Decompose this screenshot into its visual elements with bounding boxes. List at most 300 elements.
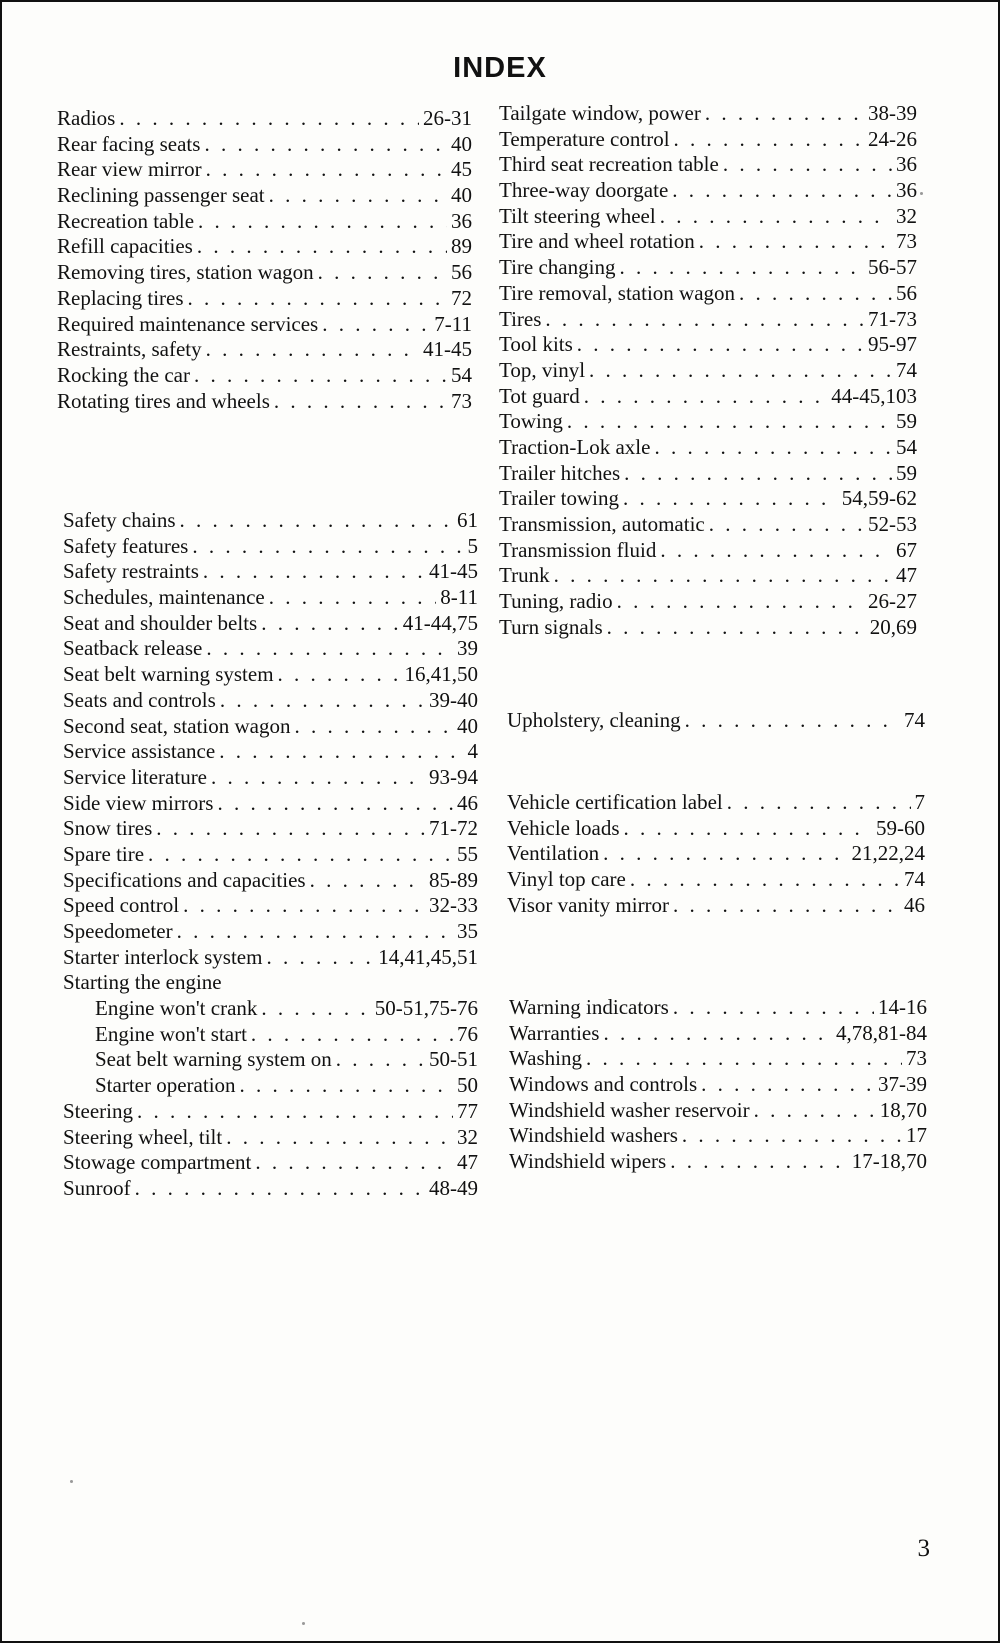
index-entry <box>507 790 925 816</box>
dot-leader <box>274 389 447 415</box>
dot-leader <box>670 1149 848 1175</box>
index-entry <box>499 152 917 178</box>
index-page-ref: 36 <box>451 208 472 233</box>
index-entry <box>499 255 917 281</box>
index-page-ref: 17 <box>906 1123 927 1148</box>
dot-leader <box>294 714 453 740</box>
index-term: Upholstery, cleaning <box>507 708 681 732</box>
dot-leader <box>269 183 447 209</box>
dot-leader <box>177 919 453 945</box>
index-entry <box>499 281 917 307</box>
index-group-w <box>509 995 927 1175</box>
dot-leader <box>603 841 847 867</box>
index-page-ref: 72 <box>451 285 472 310</box>
index-entry <box>507 816 925 842</box>
index-page-ref: 93-94 <box>429 764 478 789</box>
dot-leader <box>660 538 892 564</box>
dot-leader <box>266 945 374 971</box>
index-entry <box>509 1046 927 1072</box>
index-term: Tailgate window, power <box>499 101 701 125</box>
index-term: Warranties <box>509 1020 600 1045</box>
index-page-ref: 44-45,103 <box>831 383 917 408</box>
index-term: Snow tires <box>63 816 153 841</box>
index-term: Tire changing <box>499 255 616 280</box>
index-term: Safety chains <box>63 508 176 532</box>
index-term: Starter interlock system <box>63 944 263 969</box>
dot-leader <box>119 106 419 132</box>
index-entry <box>57 132 472 158</box>
dot-leader <box>255 1150 453 1176</box>
index-term: Starter operation <box>95 1073 236 1098</box>
index-entry <box>509 995 927 1021</box>
index-term: Restraints, safety <box>57 337 202 362</box>
dot-leader <box>269 585 437 611</box>
index-term: Visor vanity mirror <box>507 892 670 917</box>
dot-leader <box>545 307 864 333</box>
dot-leader <box>619 255 864 281</box>
index-page-ref: 73 <box>451 388 472 413</box>
index-term: Seatback release <box>63 636 203 661</box>
index-entry <box>509 1021 927 1047</box>
index-term: Three-way doorgate <box>499 178 669 203</box>
index-entry <box>63 893 478 919</box>
index-page-ref: 26-31 <box>423 106 472 130</box>
index-term: Replacing tires <box>57 285 184 310</box>
dot-leader <box>577 332 864 358</box>
index-page-ref: 76 <box>457 1021 478 1046</box>
index-entry <box>57 209 472 235</box>
index-term: Trailer hitches <box>499 460 621 485</box>
index-page-ref: 24-26 <box>868 126 917 151</box>
index-term: Speed control <box>63 893 180 918</box>
index-subentry <box>63 1073 478 1099</box>
index-entry <box>499 332 917 358</box>
dot-leader <box>183 893 425 919</box>
dot-leader <box>206 636 453 662</box>
dot-leader <box>624 461 892 487</box>
index-page-ref: 74 <box>896 357 917 382</box>
index-entry <box>63 970 478 996</box>
index-entry <box>507 708 925 734</box>
index-entry <box>63 611 478 637</box>
index-term: Steering <box>63 1098 133 1123</box>
index-page-ref: 41-45 <box>429 559 478 584</box>
index-term: Specifications and capacities <box>63 867 306 892</box>
index-entry <box>509 1149 927 1175</box>
index-term: Windshield washer reservoir <box>509 1097 750 1122</box>
index-term: Service literature <box>63 764 208 789</box>
index-term: Rotating tires and wheels <box>57 388 270 413</box>
dot-leader <box>219 739 463 765</box>
index-entry <box>63 816 478 842</box>
index-term: Vehicle certification label <box>507 790 723 814</box>
index-entry <box>63 662 478 688</box>
index-subentry <box>63 1022 478 1048</box>
index-entry <box>499 512 917 538</box>
index-term: Washing <box>509 1046 582 1071</box>
index-page-ref: 47 <box>457 1150 478 1175</box>
index-page-ref: 50-51 <box>429 1047 478 1072</box>
index-entry <box>63 765 478 791</box>
index-page-ref: 20,69 <box>869 614 917 639</box>
dot-leader <box>723 152 892 178</box>
index-page-ref: 32-33 <box>429 893 478 918</box>
index-entry <box>63 1099 478 1125</box>
index-term: Safety restraints <box>63 559 199 584</box>
dot-leader <box>673 995 874 1021</box>
index-entry <box>57 312 472 338</box>
index-term: Ventilation <box>507 841 600 866</box>
index-page-ref: 39 <box>457 636 478 661</box>
index-page-ref: 59 <box>896 460 917 485</box>
index-term: Tire and wheel rotation <box>499 229 695 254</box>
index-term: Safety features <box>63 533 189 558</box>
dot-leader <box>278 662 401 688</box>
index-page-ref: 21,22,24 <box>851 841 925 866</box>
index-term: Recreation table <box>57 208 195 233</box>
dot-leader <box>617 589 864 615</box>
index-term: Seat belt warning system <box>63 662 274 687</box>
index-page-ref: 41-44,75 <box>402 610 478 635</box>
dot-leader <box>137 1099 453 1125</box>
index-page-ref: 38-39 <box>868 101 917 125</box>
dot-leader <box>148 842 453 868</box>
dot-leader <box>705 101 864 127</box>
index-page-ref: 54,59-62 <box>841 486 917 511</box>
index-entry <box>63 842 478 868</box>
dot-leader <box>607 615 866 641</box>
dot-leader <box>586 1046 902 1072</box>
index-page-ref: 56 <box>896 280 917 305</box>
index-entry <box>499 101 917 127</box>
dot-leader <box>188 286 447 312</box>
index-term: Speedometer <box>63 919 173 943</box>
index-entry <box>499 615 917 641</box>
dot-leader <box>240 1073 453 1099</box>
index-term: Turn signals <box>499 614 603 639</box>
dot-leader <box>672 178 892 204</box>
index-term: Windshield washers <box>509 1123 678 1148</box>
index-term: Trunk <box>499 563 550 588</box>
index-page-ref: 71-72 <box>429 816 478 841</box>
index-entry <box>63 534 478 560</box>
index-entry <box>63 508 478 534</box>
dot-leader <box>220 688 425 714</box>
index-entry <box>63 868 478 894</box>
dot-leader <box>660 204 892 230</box>
index-page-ref: 71-73 <box>868 306 917 331</box>
index-entry <box>499 204 917 230</box>
index-term: Engine won't start <box>95 1021 247 1046</box>
dot-leader <box>589 358 892 384</box>
dot-leader <box>709 512 864 538</box>
dot-leader <box>554 563 892 589</box>
dot-leader <box>654 435 892 461</box>
index-term: Vinyl top care <box>507 867 626 892</box>
index-entry <box>499 486 917 512</box>
index-page-ref: 41-45 <box>423 337 472 362</box>
index-term: Rear view mirror <box>57 157 202 182</box>
dot-leader <box>198 209 447 235</box>
index-term: Tuning, radio <box>499 589 613 614</box>
index-entry <box>507 841 925 867</box>
index-entry <box>507 893 925 919</box>
index-page-ref: 48-49 <box>429 1175 478 1200</box>
dot-leader <box>261 611 399 637</box>
index-term: Seat and shoulder belts <box>63 610 258 635</box>
print-speck <box>920 192 923 195</box>
index-entry <box>499 358 917 384</box>
index-term: Vehicle loads <box>507 815 620 840</box>
dot-leader <box>701 1072 874 1098</box>
index-term: Reclining passenger seat <box>57 183 265 208</box>
index-entry <box>63 1150 478 1176</box>
index-page-ref: 14,41,45,51 <box>378 944 478 969</box>
index-page-ref: 17-18,70 <box>851 1149 927 1174</box>
index-entry <box>57 389 472 415</box>
index-page-ref: 18,70 <box>879 1097 927 1122</box>
index-term: Third seat recreation table <box>499 152 719 177</box>
index-page-ref: 89 <box>451 234 472 259</box>
dot-leader <box>674 127 864 153</box>
index-page-ref: 39-40 <box>429 687 478 712</box>
index-term: Seat belt warning system on <box>95 1047 332 1072</box>
dot-leader <box>180 508 453 534</box>
index-entry <box>63 919 478 945</box>
dot-leader <box>206 157 447 183</box>
index-page-ref: 59 <box>896 409 917 434</box>
index-entry <box>63 739 478 765</box>
dot-leader <box>203 559 425 585</box>
index-term: Tire removal, station wagon <box>499 280 736 305</box>
index-term: Temperature control <box>499 126 670 151</box>
index-page-ref: 47 <box>896 563 917 588</box>
index-entry <box>57 183 472 209</box>
index-term: Rocking the car <box>57 362 190 387</box>
index-page-ref: 26-27 <box>868 589 917 614</box>
index-term: Tilt steering wheel <box>499 203 656 228</box>
dot-leader <box>192 534 463 560</box>
index-page-ref: 4 <box>467 739 478 764</box>
dot-leader <box>204 132 447 158</box>
index-page-ref: 40 <box>451 131 472 156</box>
index-entry <box>499 307 917 333</box>
dot-leader <box>156 816 425 842</box>
index-page-ref: 56-57 <box>868 255 917 280</box>
index-entry <box>57 260 472 286</box>
index-page-ref: 36 <box>896 178 917 203</box>
index-page-ref: 46 <box>457 790 478 815</box>
dot-leader <box>727 790 911 816</box>
index-page-ref: 16,41,50 <box>404 662 478 687</box>
index-entry <box>499 127 917 153</box>
dot-leader <box>624 816 872 842</box>
page-number: 3 <box>917 1535 930 1562</box>
dot-leader <box>623 486 838 512</box>
index-group-t <box>499 101 917 640</box>
index-term: Starting the engine <box>63 970 222 995</box>
index-page-ref: 36 <box>896 152 917 177</box>
index-term: Steering wheel, tilt <box>63 1124 223 1149</box>
index-entry <box>57 286 472 312</box>
dot-leader <box>217 791 453 817</box>
index-group-u <box>507 708 925 734</box>
index-term: Required maintenance services <box>57 311 319 336</box>
index-page-ref: 74 <box>904 708 925 732</box>
index-term: Windows and controls <box>509 1072 698 1097</box>
print-speck <box>302 1622 305 1625</box>
index-page-ref: 8-11 <box>440 585 478 610</box>
index-group-s <box>63 508 478 1202</box>
index-page-ref: 5 <box>467 533 478 558</box>
page-title: INDEX <box>453 52 547 84</box>
index-page-ref: 7 <box>914 790 925 814</box>
index-page-ref: 50 <box>457 1073 478 1098</box>
index-term: Removing tires, station wagon <box>57 260 314 285</box>
index-page-ref: 54 <box>896 434 917 459</box>
dot-leader <box>322 312 430 338</box>
index-entry <box>499 409 917 435</box>
index-page-ref: 73 <box>896 229 917 254</box>
index-term: Side view mirrors <box>63 790 214 815</box>
index-page-ref: 40 <box>457 713 478 738</box>
index-term: Schedules, maintenance <box>63 585 265 610</box>
index-page-ref: 67 <box>896 537 917 562</box>
index-entry <box>57 106 472 132</box>
index-term: Engine won't crank <box>95 996 258 1021</box>
index-page-ref: 14-16 <box>878 995 927 1019</box>
index-entry <box>57 234 472 260</box>
index-term: Towing <box>499 409 563 434</box>
index-term: Stowage compartment <box>63 1150 252 1175</box>
index-term: Tot guard <box>499 383 580 408</box>
index-term: Traction-Lok axle <box>499 434 651 459</box>
index-group-r <box>57 106 472 414</box>
index-term: Tires <box>499 306 542 331</box>
index-entry <box>499 384 917 410</box>
index-term: Seats and controls <box>63 687 216 712</box>
index-term: Warning indicators <box>509 995 669 1019</box>
dot-leader <box>682 1123 902 1149</box>
index-term: Radios <box>57 106 116 130</box>
index-term: Transmission, automatic <box>499 512 705 536</box>
dot-leader <box>135 1176 425 1202</box>
dot-leader <box>567 409 892 435</box>
index-page-ref: 61 <box>457 508 478 532</box>
index-entry <box>63 714 478 740</box>
index-entry <box>63 585 478 611</box>
index-page-ref: 4,78,81-84 <box>836 1020 927 1045</box>
index-page-ref: 45 <box>451 157 472 182</box>
index-page-ref: 54 <box>451 362 472 387</box>
index-entry <box>63 688 478 714</box>
index-entry <box>63 1176 478 1202</box>
print-speck <box>70 1480 73 1483</box>
dot-leader <box>584 384 827 410</box>
dot-leader <box>739 281 892 307</box>
index-entry <box>499 461 917 487</box>
dot-leader <box>673 893 900 919</box>
dot-leader <box>754 1098 876 1124</box>
index-term: Windshield wipers <box>509 1149 667 1174</box>
index-term: Rear facing seats <box>57 131 201 156</box>
index-entry <box>499 178 917 204</box>
index-page-ref: 7-11 <box>434 311 472 336</box>
index-entry <box>57 337 472 363</box>
index-term: Service assistance <box>63 739 216 764</box>
index-page-ref: 37-39 <box>878 1072 927 1097</box>
index-entry <box>63 1125 478 1151</box>
index-page-ref: 46 <box>904 892 925 917</box>
dot-leader <box>261 996 370 1022</box>
index-page-ref: 40 <box>451 183 472 208</box>
index-term: Top, vinyl <box>499 357 586 382</box>
dot-leader <box>194 363 447 389</box>
index-entry <box>57 363 472 389</box>
index-entry <box>63 559 478 585</box>
index-entry <box>63 791 478 817</box>
dot-leader <box>336 1047 425 1073</box>
dot-leader <box>699 229 892 255</box>
dot-leader <box>197 234 447 260</box>
dot-leader <box>603 1021 832 1047</box>
index-entry <box>509 1123 927 1149</box>
index-term: Tool kits <box>499 332 573 357</box>
index-page-ref: 35 <box>457 919 478 943</box>
dot-leader <box>206 337 419 363</box>
dot-leader <box>685 708 900 734</box>
index-page-ref: 32 <box>896 203 917 228</box>
index-page-ref: 52-53 <box>868 512 917 536</box>
index-term: Transmission fluid <box>499 537 657 562</box>
index-page-ref: 95-97 <box>868 332 917 357</box>
index-term: Sunroof <box>63 1175 131 1200</box>
index-page-ref: 56 <box>451 260 472 285</box>
index-page-ref: 50-51,75-76 <box>374 996 478 1021</box>
dot-leader <box>310 868 425 894</box>
index-entry <box>57 157 472 183</box>
index-page-ref: 73 <box>906 1046 927 1071</box>
index-entry <box>499 563 917 589</box>
index-page-ref: 74 <box>904 867 925 892</box>
index-page-ref: 32 <box>457 1124 478 1149</box>
index-term: Refill capacities <box>57 234 193 259</box>
index-term: Second seat, station wagon <box>63 713 291 738</box>
index-page-ref: 77 <box>457 1098 478 1123</box>
dot-leader <box>630 867 900 893</box>
dot-leader <box>211 765 425 791</box>
index-entry <box>507 867 925 893</box>
index-entry <box>63 636 478 662</box>
index-term: Trailer towing <box>499 486 619 511</box>
index-entry <box>509 1098 927 1124</box>
dot-leader <box>251 1022 453 1048</box>
index-group-v <box>507 790 925 918</box>
dot-leader <box>226 1125 453 1151</box>
index-entry <box>499 538 917 564</box>
index-subentry <box>63 1047 478 1073</box>
index-page-ref: 59-60 <box>876 815 925 840</box>
index-entry <box>509 1072 927 1098</box>
index-page-ref: 85-89 <box>429 867 478 892</box>
index-entry <box>63 945 478 971</box>
index-page-ref: 55 <box>457 841 478 866</box>
index-entry <box>499 589 917 615</box>
index-entry <box>499 435 917 461</box>
index-term: Spare tire <box>63 841 145 866</box>
index-entry <box>499 229 917 255</box>
index-subentry <box>63 996 478 1022</box>
